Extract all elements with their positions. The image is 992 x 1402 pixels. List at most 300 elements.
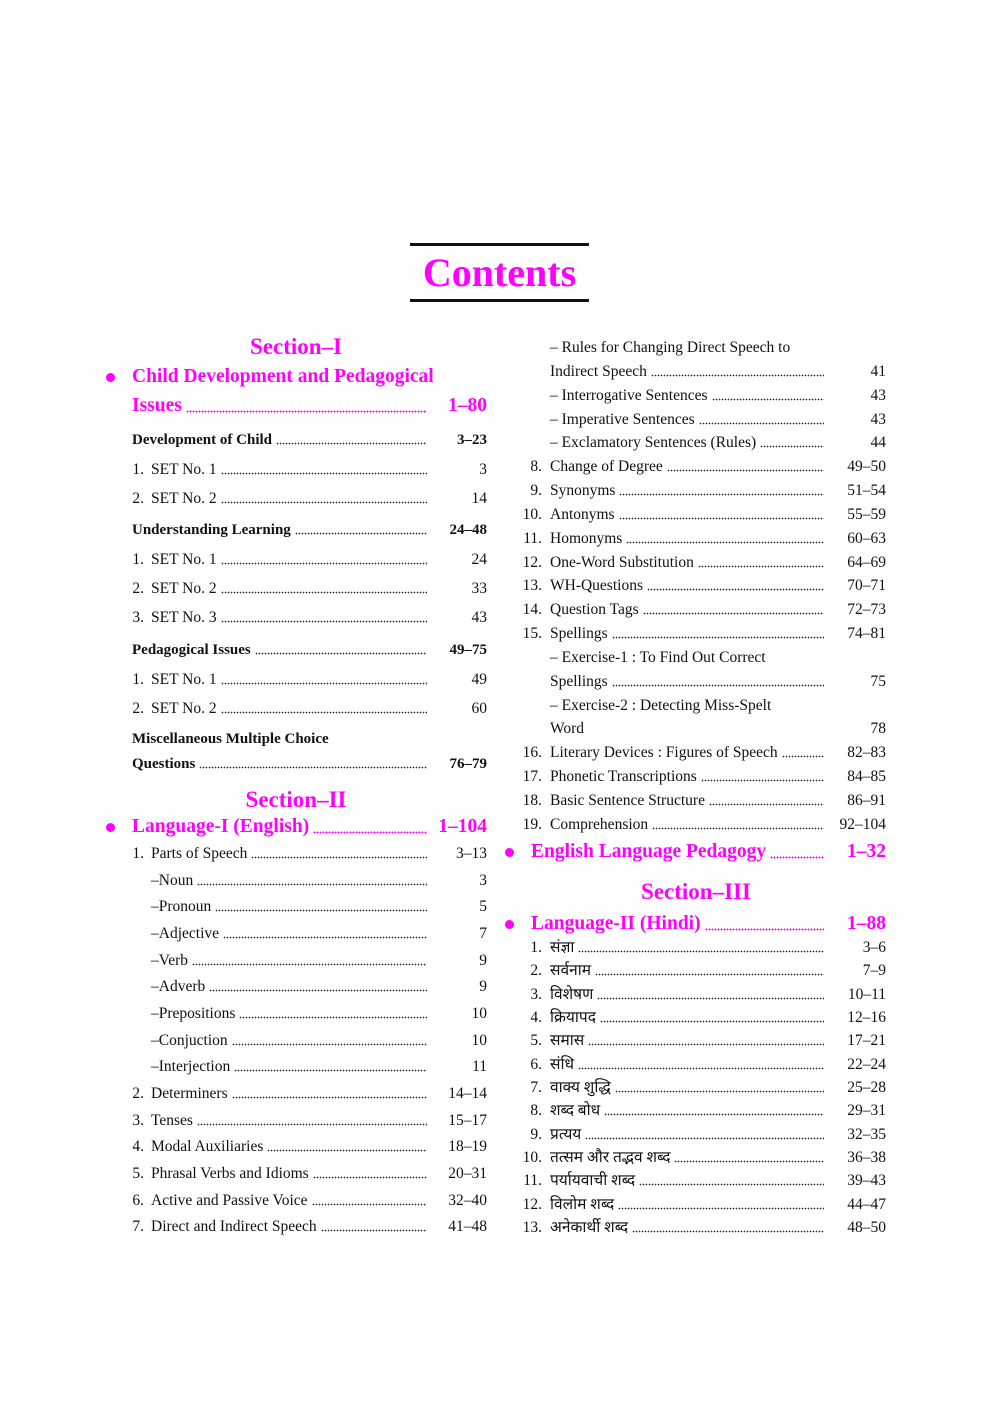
entry-number: 12. — [522, 554, 542, 571]
toc-entry — [510, 528, 886, 550]
dot-leader — [197, 883, 427, 886]
page-range: 51–54 — [847, 482, 886, 499]
page-range: 10 — [471, 1032, 487, 1049]
entry-title: –Pronoun — [151, 898, 212, 915]
dot-leader — [619, 493, 824, 496]
page-range: 29–31 — [847, 1102, 886, 1119]
toc-entry — [510, 1124, 886, 1146]
toc-entry — [550, 647, 886, 669]
dot-leader — [643, 612, 824, 615]
dot-leader — [223, 936, 427, 939]
toc-entry — [151, 896, 487, 918]
entry-number: 14. — [522, 601, 542, 618]
page-range: 43 — [870, 387, 886, 404]
toc-entry — [510, 456, 886, 478]
entry-title: WH-Questions — [550, 577, 643, 594]
toc-entry — [151, 1030, 487, 1052]
entry-title: SET No. 3 — [151, 609, 217, 626]
entry-title: Issues — [132, 395, 182, 416]
page-range: 84–85 — [847, 768, 886, 785]
page-range: 12–16 — [847, 1009, 886, 1026]
entry-number: 1. — [132, 671, 144, 688]
entry-number: 9. — [530, 482, 542, 499]
page-range: 39–43 — [847, 1172, 886, 1189]
page-range: 60 — [471, 700, 487, 717]
dot-leader — [712, 398, 824, 401]
entry-title: – Exercise-1 : To Find Out Correct — [550, 649, 766, 666]
toc-entry — [151, 950, 487, 972]
dot-leader — [604, 1113, 824, 1116]
dot-leader — [701, 779, 824, 782]
toc-entry — [151, 870, 487, 892]
dot-leader — [618, 1207, 824, 1210]
toc-entry — [120, 488, 487, 510]
entry-title: Comprehension — [550, 816, 649, 833]
page-range: 41–48 — [448, 1218, 487, 1235]
entry-number: 2. — [132, 580, 144, 597]
entry-number: 1. — [530, 939, 542, 956]
page-range: 33 — [471, 580, 487, 597]
bullet-icon — [505, 848, 514, 857]
entry-number: 8. — [530, 458, 542, 475]
page-range: 10 — [471, 1005, 487, 1022]
entry-title: अनेकार्थी शब्द — [550, 1219, 629, 1236]
entry-title: क्रियापद — [550, 1009, 596, 1026]
page-range: 7 — [479, 925, 487, 942]
entry-title: विशेषण — [550, 986, 594, 1003]
dot-leader — [600, 1020, 824, 1023]
entry-title: SET No. 1 — [151, 461, 217, 478]
entry-number: 4. — [132, 1138, 144, 1155]
page-range: 55–59 — [847, 506, 886, 523]
page-range: 3–6 — [862, 939, 886, 956]
page-range: 10–11 — [847, 986, 886, 1003]
page-range: 1–104 — [438, 816, 487, 837]
toc-entry — [120, 669, 487, 691]
entry-number: 6. — [132, 1192, 144, 1209]
entry-number: 9. — [530, 1126, 542, 1143]
toc-entry — [510, 504, 886, 526]
toc-entry — [510, 1170, 886, 1192]
toc-entry — [550, 718, 886, 740]
entry-title: Active and Passive Voice — [151, 1192, 308, 1209]
entry-number: 15. — [522, 625, 542, 642]
page-range: 70–71 — [847, 577, 886, 594]
page-title: Contents — [422, 250, 577, 295]
page-range: 1–88 — [847, 913, 886, 934]
entry-title: SET No. 1 — [151, 671, 217, 688]
page-range: 24 — [471, 551, 487, 568]
page-range: 86–91 — [847, 792, 886, 809]
dot-leader — [197, 1123, 427, 1126]
dot-leader — [667, 469, 824, 472]
dot-leader — [251, 856, 427, 859]
page-range: 44 — [870, 434, 886, 451]
toc-entry — [510, 480, 886, 502]
page-range: 3–23 — [457, 432, 487, 448]
toc-entry — [120, 698, 487, 720]
toc-entry — [550, 409, 886, 431]
dot-leader — [199, 766, 427, 769]
page-range: 3–13 — [456, 845, 487, 862]
entry-number: 1. — [132, 551, 144, 568]
page-range: 43 — [870, 411, 886, 428]
entry-title: Word — [550, 720, 585, 737]
dot-leader — [276, 442, 427, 445]
entry-title: पर्यायवाची शब्द — [550, 1172, 636, 1189]
entry-number: 8. — [530, 1102, 542, 1119]
section-entry — [132, 364, 487, 390]
entry-number: 16. — [522, 744, 542, 761]
page-range: 44–47 — [847, 1196, 886, 1213]
entry-title: – Exercise-2 : Detecting Miss-Spelt — [550, 697, 772, 714]
entry-title: –Noun — [151, 872, 194, 889]
dot-leader — [221, 620, 427, 623]
entry-title: English Language Pedagogy — [531, 841, 767, 862]
entry-number: 1. — [132, 461, 144, 478]
dot-leader — [239, 1016, 427, 1019]
page-range: 49 — [471, 671, 487, 688]
entry-number: 5. — [530, 1032, 542, 1049]
entry-number: 2. — [132, 490, 144, 507]
toc-entry — [510, 1054, 886, 1076]
page-range: 32–40 — [448, 1192, 487, 1209]
toc-entry — [132, 639, 487, 661]
page-range: 48–50 — [847, 1219, 886, 1236]
toc-entry — [510, 1100, 886, 1122]
entry-number: 7. — [530, 1079, 542, 1096]
toc-entry — [151, 976, 487, 998]
dot-leader — [585, 1137, 824, 1140]
dot-leader — [632, 1230, 824, 1233]
page-range: 7–9 — [862, 962, 886, 979]
toc-entry — [510, 1030, 886, 1052]
dot-leader — [597, 997, 824, 1000]
entry-title: –Prepositions — [151, 1005, 236, 1022]
entry-title: संधि — [550, 1056, 575, 1073]
entry-title: Literary Devices : Figures of Speech — [550, 744, 778, 761]
entry-title: Pedagogical Issues — [132, 642, 251, 658]
entry-title: –Adjective — [151, 925, 220, 942]
page-range: 5 — [479, 898, 487, 915]
entry-title: Spellings — [550, 625, 608, 642]
entry-title: शब्द बोध — [550, 1102, 601, 1119]
dot-leader — [312, 1203, 427, 1206]
entry-title: –Verb — [151, 952, 189, 969]
page-range: 22–24 — [847, 1056, 886, 1073]
dot-leader — [234, 1069, 427, 1072]
entry-title: Synonyms — [550, 482, 616, 499]
entry-title: Child Development and Pedagogical — [132, 366, 434, 387]
toc-entry — [510, 599, 886, 621]
entry-title: Language-II (Hindi) — [531, 913, 701, 934]
entry-title: Modal Auxiliaries — [151, 1138, 264, 1155]
toc-entry — [120, 1083, 487, 1105]
entry-number: 7. — [132, 1218, 144, 1235]
dot-leader — [674, 1160, 824, 1163]
page-range: 18–19 — [448, 1138, 487, 1155]
entry-number: 2. — [530, 962, 542, 979]
entry-title: Homonyms — [550, 530, 623, 547]
entry-number: 10. — [522, 1149, 542, 1166]
entry-number: 3. — [132, 1112, 144, 1129]
toc-entry — [510, 1077, 886, 1099]
dot-leader — [221, 591, 427, 594]
entry-title: –Interjection — [151, 1058, 231, 1075]
dot-leader — [313, 1176, 427, 1179]
dot-leader — [209, 989, 427, 992]
page-range: 60–63 — [847, 530, 886, 547]
dot-leader — [639, 1183, 824, 1186]
dot-leader — [647, 588, 824, 591]
dot-leader — [705, 928, 824, 931]
entry-title: One-Word Substitution — [550, 554, 694, 571]
entry-title: Question Tags — [550, 601, 639, 618]
toc-entry — [120, 578, 487, 600]
toc-entry — [510, 1217, 886, 1239]
page-range: 49–75 — [449, 642, 487, 658]
entry-number: 17. — [522, 768, 542, 785]
entry-title: SET No. 2 — [151, 490, 217, 507]
dot-leader — [651, 374, 824, 377]
section-entry — [531, 911, 886, 937]
bullet-icon — [106, 373, 115, 382]
entry-number: 2. — [132, 1085, 144, 1102]
dot-leader — [619, 517, 824, 520]
entry-title: SET No. 2 — [151, 580, 217, 597]
toc-entry — [510, 742, 886, 764]
toc-entry — [120, 1110, 487, 1132]
entry-number: 2. — [132, 700, 144, 717]
toc-entry — [132, 393, 487, 419]
dot-leader — [232, 1096, 427, 1099]
toc-entry — [510, 1194, 886, 1216]
dot-leader — [698, 565, 824, 568]
dot-leader — [588, 1043, 824, 1046]
toc-entry — [510, 984, 886, 1006]
dot-leader — [578, 950, 824, 953]
page-range: 11 — [472, 1058, 487, 1075]
entry-title: Direct and Indirect Speech — [151, 1218, 317, 1235]
dot-leader — [626, 541, 824, 544]
toc-entry — [510, 575, 886, 597]
toc-entry — [120, 549, 487, 571]
dot-leader — [709, 803, 824, 806]
dot-leader — [221, 711, 427, 714]
page-range: 20–31 — [448, 1165, 487, 1182]
page-range: 9 — [479, 978, 487, 995]
toc-entry — [550, 337, 886, 359]
entry-title: Miscellaneous Multiple Choice — [132, 731, 329, 747]
entry-title: संज्ञा — [550, 939, 575, 956]
page-range: 76–79 — [449, 756, 487, 772]
entry-number: 6. — [530, 1056, 542, 1073]
dot-leader — [232, 1043, 427, 1046]
entry-title: विलोम शब्द — [550, 1196, 615, 1213]
page-range: 72–73 — [847, 601, 886, 618]
page-range: 36–38 — [847, 1149, 886, 1166]
dot-leader — [295, 532, 427, 535]
entry-number: 18. — [522, 792, 542, 809]
page-range: 24–48 — [449, 522, 487, 538]
dot-leader — [221, 501, 427, 504]
entry-title: Change of Degree — [550, 458, 663, 475]
toc-entry — [120, 607, 487, 629]
toc-entry — [510, 623, 886, 645]
entry-title: –Conjuction — [151, 1032, 228, 1049]
entry-title: Spellings — [550, 673, 608, 690]
section-heading: Section–III — [641, 879, 751, 904]
entry-title: Development of Child — [132, 432, 272, 448]
page-range: 25–28 — [847, 1079, 886, 1096]
entry-number: 11. — [523, 1172, 542, 1189]
dot-leader — [215, 909, 427, 912]
entry-number: 10. — [522, 506, 542, 523]
dot-leader — [760, 445, 824, 448]
page-range: 9 — [479, 952, 487, 969]
toc-entry — [151, 923, 487, 945]
entry-number: 5. — [132, 1165, 144, 1182]
entry-title: सर्वनाम — [550, 962, 591, 979]
entry-number: 19. — [522, 816, 542, 833]
dot-leader — [186, 410, 427, 413]
entry-title: तत्सम और तद्भव शब्द — [550, 1149, 671, 1166]
toc-entry — [510, 937, 886, 959]
page-range: 43 — [471, 609, 487, 626]
page-range: 17–21 — [847, 1032, 886, 1049]
entry-title: Understanding Learning — [132, 522, 291, 538]
dot-leader — [321, 1229, 427, 1232]
page-range: 74–81 — [847, 625, 886, 642]
page-range: 92–104 — [839, 816, 886, 833]
toc-entry — [550, 361, 886, 383]
entry-title: Language-I (English) — [132, 816, 310, 837]
dot-leader — [255, 652, 427, 655]
entry-title: प्रत्यय — [550, 1126, 582, 1143]
entry-title: – Imperative Sentences — [550, 411, 695, 428]
dot-leader — [612, 684, 824, 687]
page-range: 3 — [479, 872, 487, 889]
toc-entry — [550, 671, 886, 693]
toc-entry — [120, 1190, 487, 1212]
dot-leader — [699, 422, 824, 425]
toc-entry — [120, 1216, 487, 1238]
entry-title: SET No. 2 — [151, 700, 217, 717]
entry-number: 11. — [523, 530, 542, 547]
section-entry — [531, 839, 886, 865]
page-range: 15–17 — [448, 1112, 487, 1129]
toc-entry — [151, 1056, 487, 1078]
page-range: 32–35 — [847, 1126, 886, 1143]
page-range: 1–32 — [847, 841, 886, 862]
entry-title: Tenses — [151, 1112, 193, 1129]
entry-number: 13. — [522, 577, 542, 594]
toc-entry — [510, 552, 886, 574]
toc-entry — [132, 728, 487, 750]
dot-leader — [782, 755, 824, 758]
dot-leader — [221, 562, 427, 565]
entry-number: 12. — [522, 1196, 542, 1213]
page-range: 75 — [870, 673, 886, 690]
page-range: 41 — [870, 363, 886, 380]
toc-entry — [120, 1163, 487, 1185]
entry-number: 3. — [530, 986, 542, 1003]
entry-number: 1. — [132, 845, 144, 862]
dot-leader — [221, 682, 427, 685]
bullet-icon — [106, 823, 115, 832]
toc-entry — [510, 814, 886, 836]
entry-title: Antonyms — [550, 506, 615, 523]
section-entry — [132, 814, 487, 840]
toc-entry — [510, 1147, 886, 1169]
dot-leader — [770, 856, 824, 859]
entry-title: Basic Sentence Structure — [550, 792, 705, 809]
dot-leader — [267, 1149, 427, 1152]
toc-entry — [151, 1003, 487, 1025]
toc-entry — [132, 519, 487, 541]
entry-number: 3. — [132, 609, 144, 626]
entry-title: – Rules for Changing Direct Speech to — [550, 339, 791, 356]
section-heading: Section–II — [245, 787, 347, 812]
toc-entry — [120, 1136, 487, 1158]
toc-entry — [550, 385, 886, 407]
toc-entry — [120, 843, 487, 865]
toc-entry — [550, 432, 886, 454]
entry-title: Determiners — [151, 1085, 228, 1102]
toc-entry — [510, 766, 886, 788]
page-range: 1–80 — [448, 395, 487, 416]
toc-entry — [132, 429, 487, 451]
toc-entry — [510, 1007, 886, 1029]
toc-entry — [510, 790, 886, 812]
dot-leader — [578, 1067, 824, 1070]
section-heading: Section–I — [250, 334, 342, 359]
toc-entry — [510, 960, 886, 982]
entry-title: Phonetic Transcriptions — [550, 768, 697, 785]
entry-title: समास — [550, 1032, 585, 1049]
entry-title: Parts of Speech — [151, 845, 248, 862]
entry-title: – Interrogative Sentences — [550, 387, 708, 404]
page-range: 49–50 — [847, 458, 886, 475]
dot-leader — [652, 827, 824, 830]
entry-number: 4. — [530, 1009, 542, 1026]
entry-title: वाक्य शुद्धि — [550, 1079, 611, 1096]
entry-title: – Exclamatory Sentences (Rules) — [550, 434, 757, 451]
page-range: 78 — [870, 720, 886, 737]
toc-entry — [132, 753, 487, 775]
dot-leader — [615, 1090, 824, 1093]
entry-number: 13. — [522, 1219, 542, 1236]
page-range: 14 — [471, 490, 487, 507]
page-range: 3 — [479, 461, 487, 478]
entry-title: –Adverb — [151, 978, 206, 995]
dot-leader — [221, 472, 427, 475]
page-range: 64–69 — [847, 554, 886, 571]
entry-title: Indirect Speech — [550, 363, 647, 380]
dot-leader — [313, 831, 427, 834]
dot-leader — [192, 963, 427, 966]
toc-entry — [120, 459, 487, 481]
entry-title: SET No. 1 — [151, 551, 217, 568]
toc-entry — [550, 695, 886, 717]
bullet-icon — [505, 920, 514, 929]
entry-title: Questions — [132, 756, 196, 772]
page-range: 14–14 — [448, 1085, 487, 1102]
contents-title-box — [410, 243, 589, 302]
page-range: 82–83 — [847, 744, 886, 761]
entry-title: Phrasal Verbs and Idioms — [151, 1165, 309, 1182]
dot-leader — [612, 636, 824, 639]
